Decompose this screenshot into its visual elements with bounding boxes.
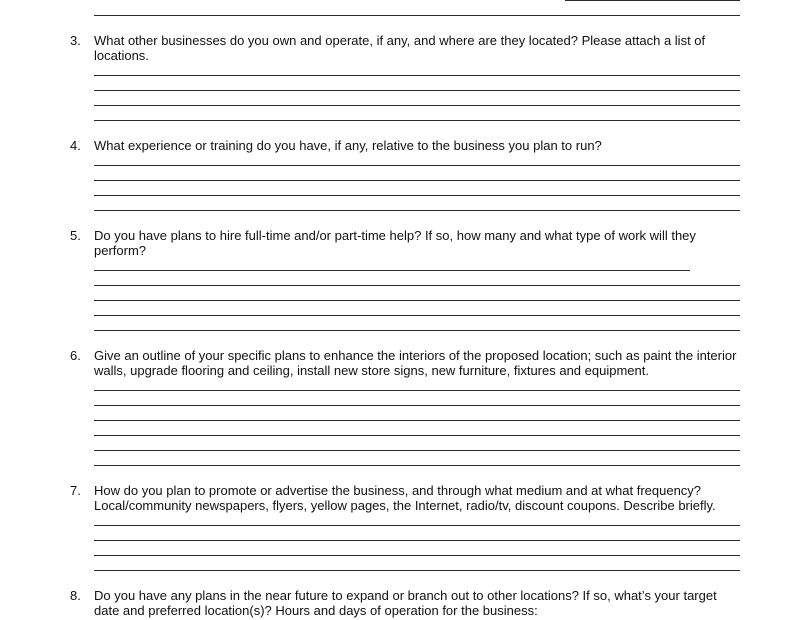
question-number: 8. — [70, 588, 81, 603]
answer-line[interactable] — [94, 390, 740, 391]
question-text: Do you have plans to hire full-time and/or part-time help? If so, how many and what type of work will they perform? — [94, 228, 696, 258]
question-number: 6. — [70, 348, 81, 363]
question-number: 4. — [70, 138, 81, 153]
answer-line[interactable] — [565, 0, 740, 1]
answer-line[interactable] — [94, 195, 740, 196]
answer-line[interactable] — [94, 525, 740, 526]
answer-line[interactable] — [94, 90, 740, 91]
question-text: How do you plan to promote or advertise the business, and through what medium and at what frequency? Local/community newspapers, flyers, yellow pages, the Internet, radio/tv, discount coupons. Describe briefly. — [94, 483, 716, 513]
answer-line[interactable] — [94, 465, 740, 466]
answer-line[interactable] — [94, 165, 740, 166]
answer-line[interactable] — [94, 300, 740, 301]
question-text: What other businesses do you own and operate, if any, and where are they located? Please attach a list of locations. — [94, 33, 706, 63]
answer-line[interactable] — [94, 180, 740, 181]
answer-line[interactable] — [94, 450, 740, 451]
question-text: Give an outline of your specific plans to enhance the interiors of the proposed location; such as paint the interior walls, upgrade flooring and ceiling, install new store signs, new furniture, fixtures and equipment. — [94, 348, 737, 378]
answer-line[interactable] — [94, 570, 740, 571]
answer-line[interactable] — [94, 105, 740, 106]
answer-line[interactable] — [94, 435, 740, 436]
question-text: What experience or training do you have, if any, relative to the business you plan to run? — [94, 138, 602, 153]
answer-line[interactable] — [94, 285, 740, 286]
question-number: 5. — [70, 228, 81, 243]
answer-line[interactable] — [94, 540, 740, 541]
question-text: Do you have any plans in the near future to expand or branch out to other locations? If so, what’s your target date and preferred location(s)? Hours and days of operation for the business: — [94, 588, 717, 618]
answer-line[interactable] — [94, 405, 740, 406]
answer-line[interactable] — [94, 420, 740, 421]
answer-line[interactable] — [94, 210, 740, 211]
answer-line[interactable] — [94, 270, 690, 271]
question-number: 3. — [70, 33, 81, 48]
answer-line[interactable] — [94, 330, 740, 331]
question-number: 7. — [70, 483, 81, 498]
answer-line[interactable] — [94, 75, 740, 76]
answer-line[interactable] — [94, 15, 740, 16]
answer-line[interactable] — [94, 555, 740, 556]
answer-line[interactable] — [94, 315, 740, 316]
answer-line[interactable] — [94, 120, 740, 121]
